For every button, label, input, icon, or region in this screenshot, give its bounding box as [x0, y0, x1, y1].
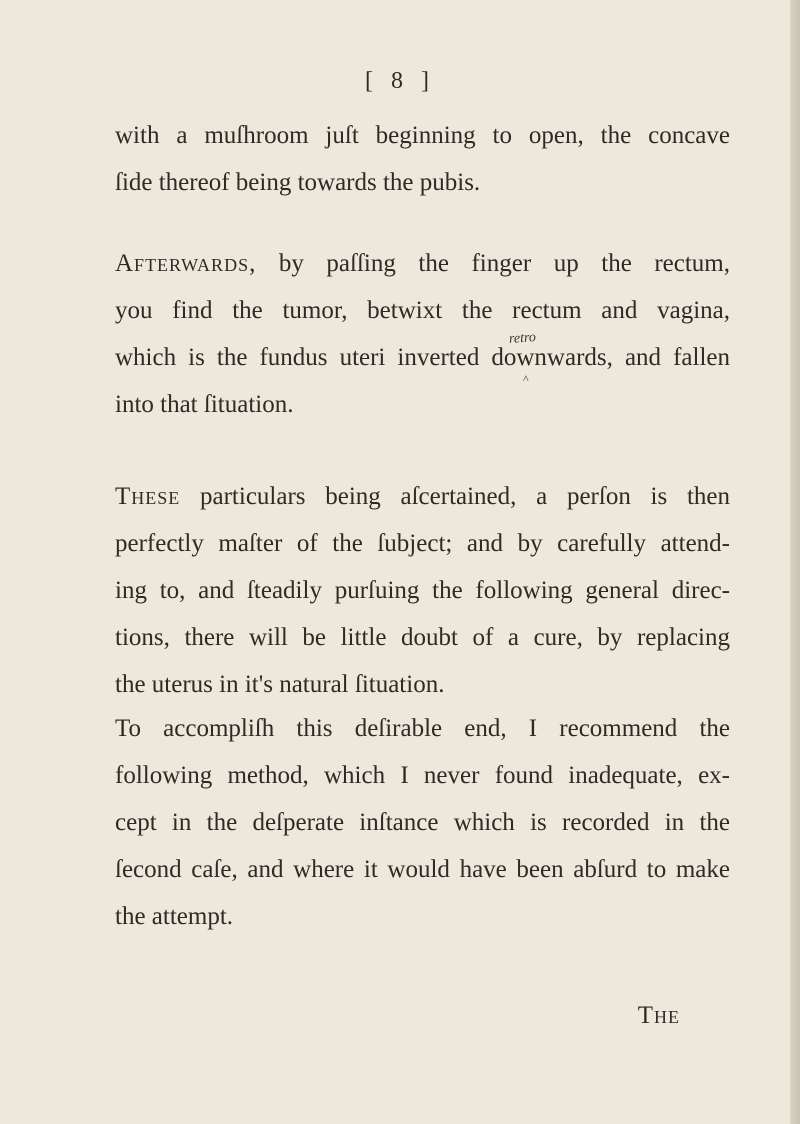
page-edge — [790, 0, 800, 1124]
handwritten-annotation: retro — [508, 330, 537, 347]
text-line — [115, 240, 730, 287]
text-line: you find the tumor, betwixt the rectum and vagina, — [115, 297, 730, 324]
text-line: ſide thereof being towards the pubis. — [115, 169, 481, 196]
text-line: with a muſhroom juſt beginning to open, the concave — [115, 122, 730, 149]
text-line-rest: particulars being aſcertained, a perſon is then — [180, 483, 730, 510]
text-line: perfectly maſter of the ſubject; and by carefully attend- — [115, 530, 730, 557]
text-line: To accompliſh this deſirable end, I recommend the — [115, 715, 730, 742]
text-line: which is the fundus uteri inverted downwards, and fallen — [115, 344, 730, 371]
text-line — [115, 473, 730, 520]
text-line: tions, there will be little doubt of a cure, by replacing — [115, 624, 730, 651]
insertion-caret-icon: ^ — [523, 372, 529, 386]
paragraph-4 — [115, 705, 730, 940]
paragraph-1 — [115, 112, 730, 206]
catchword: The — [637, 1002, 680, 1029]
text-line: ing to, and ſteadily purſuing the following general direc- — [115, 577, 730, 604]
text-line-rest: by paſſing the finger up the rectum, — [256, 250, 730, 277]
paragraph-3 — [115, 473, 730, 708]
text-line: the uterus in it's natural ſituation. — [115, 671, 445, 698]
text-line: following method, which I never found inadequate, ex- — [115, 762, 730, 789]
text-line: into that ſituation. — [115, 391, 294, 418]
paragraph-lead-word: These — [115, 483, 181, 510]
paragraph-lead-word: Afterwards, — [115, 250, 257, 277]
paragraph-2 — [115, 240, 730, 428]
text-line: cept in the deſperate inſtance which is recorded in the — [115, 809, 730, 836]
page-number: [ 8 ] — [365, 68, 435, 94]
text-line: the attempt. — [115, 903, 234, 930]
text-line: ſecond caſe, and where it would have been abſurd to make — [115, 856, 730, 883]
